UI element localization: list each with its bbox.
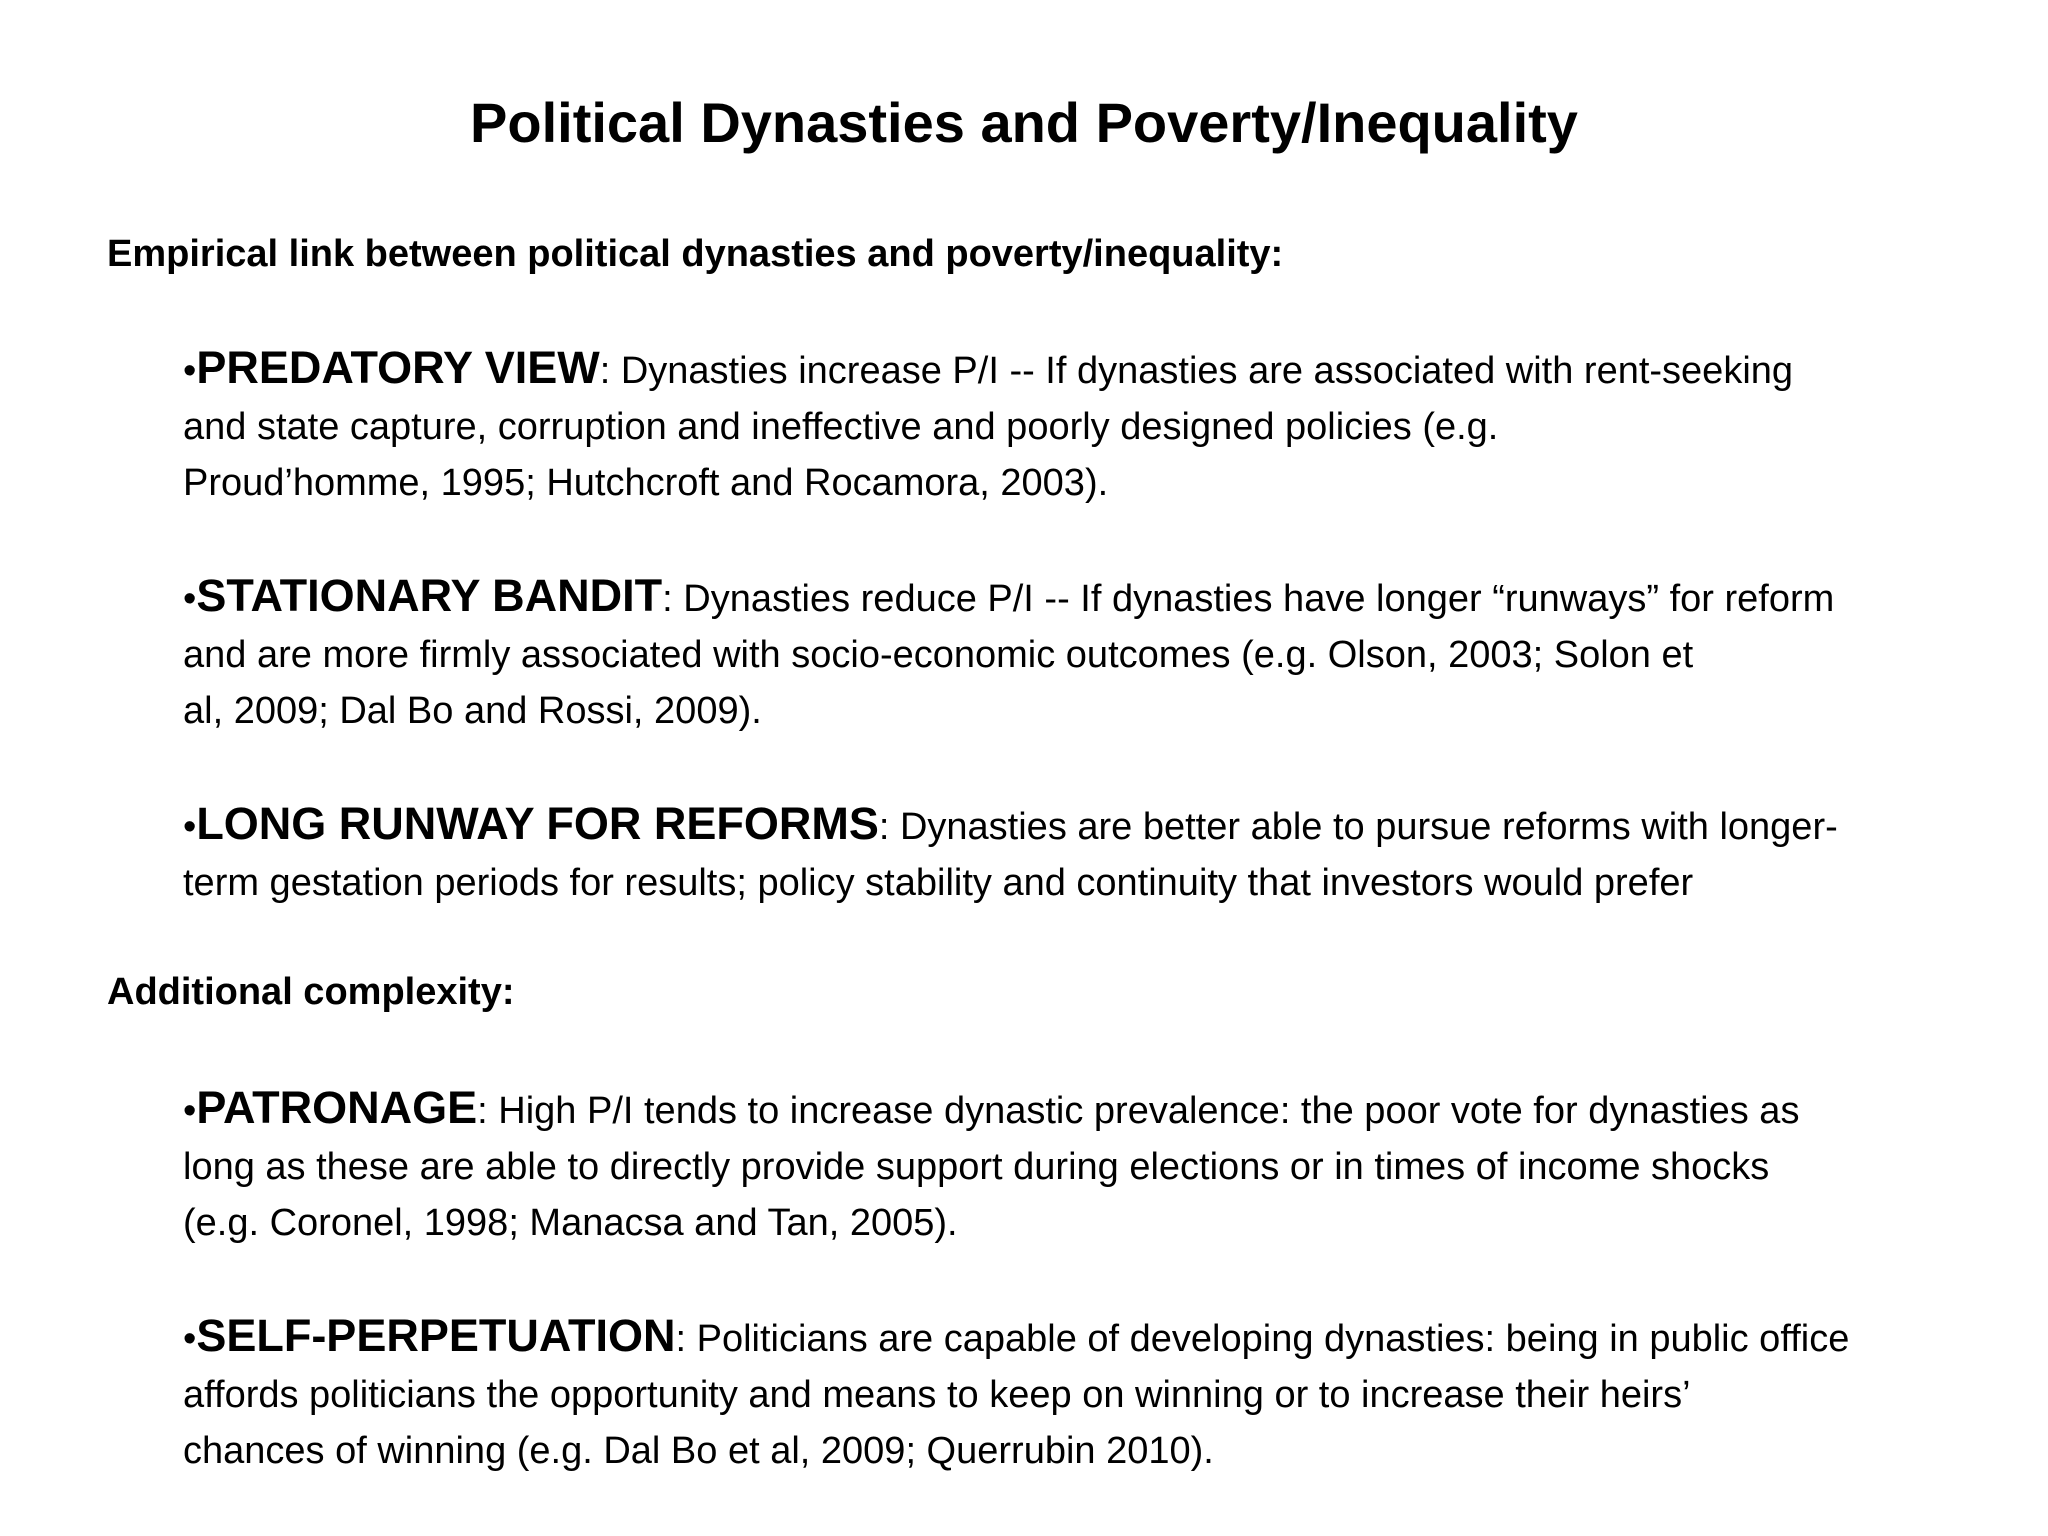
bullet-text: : Dynasties are better able to pursue reforms with longer- xyxy=(878,806,1838,848)
bullet-text: al, 2009; Dal Bo and Rossi, 2009). xyxy=(183,690,762,732)
bullet-first-line xyxy=(183,340,1983,399)
bullet-marker: • xyxy=(183,578,197,620)
bullet-text: : Dynasties reduce P/I -- If dynasties have longer “runways” for reform xyxy=(662,578,1835,620)
bullet-text: Proud’homme, 1995; Hutchcroft and Rocamora, 2003). xyxy=(183,462,1109,504)
bullet-text: and are more firmly associated with socio-economic outcomes (e.g. Olson, 2003; Solon et xyxy=(183,634,1694,676)
bullet-text: and state capture, corruption and ineffective and poorly designed policies (e.g. xyxy=(183,406,1499,448)
bullet-text: : High P/I tends to increase dynastic prevalence: the poor vote for dynasties as xyxy=(477,1090,1800,1132)
bullet-first-line xyxy=(183,1308,1983,1367)
bullet-text: : Dynasties increase P/I -- If dynasties are associated with rent-seeking xyxy=(599,350,1794,392)
bullet-predatory-view xyxy=(183,340,1983,511)
bullet-marker: • xyxy=(183,806,197,848)
bullet-self-perpetuation xyxy=(183,1308,1983,1479)
bullet-patronage xyxy=(183,1080,1983,1251)
bullet-text: (e.g. Coronel, 1998; Manacsa and Tan, 2005). xyxy=(183,1202,958,1244)
bullet-lead-term: PREDATORY VIEW xyxy=(196,342,600,393)
bullet-marker: • xyxy=(183,1318,197,1360)
bullet-long-runway-for-reforms xyxy=(183,796,1983,911)
bullet-first-line xyxy=(183,796,1983,855)
bullet-text: term gestation periods for results; policy stability and continuity that investors would prefer xyxy=(183,862,1694,904)
bullet-text: : Politicians are capable of developing dynasties: being in public office xyxy=(675,1318,1850,1360)
bullet-lead-term: SELF-PERPETUATION xyxy=(196,1310,676,1361)
slide-title: Political Dynasties and Poverty/Inequality xyxy=(470,91,1578,154)
bullet-first-line xyxy=(183,568,1983,627)
bullet-marker: • xyxy=(183,350,197,392)
bullet-marker: • xyxy=(183,1090,197,1132)
bullet-lead-term: PATRONAGE xyxy=(196,1082,478,1133)
section-heading-additional-complexity: Additional complexity: xyxy=(107,971,515,1013)
bullet-stationary-bandit xyxy=(183,568,1983,739)
bullet-first-line xyxy=(183,1080,1983,1139)
bullet-lead-term: STATIONARY BANDIT xyxy=(196,570,663,621)
bullet-text: affords politicians the opportunity and means to keep on winning or to increase their heirs’ xyxy=(183,1374,1691,1416)
bullet-text: chances of winning (e.g. Dal Bo et al, 2009; Querrubin 2010). xyxy=(183,1430,1214,1472)
section-heading-empirical-link: Empirical link between political dynasties and poverty/inequality: xyxy=(107,233,1284,275)
bullet-text: long as these are able to directly provide support during elections or in times of income shocks xyxy=(183,1146,1770,1188)
bullet-lead-term: LONG RUNWAY FOR REFORMS xyxy=(196,798,879,849)
